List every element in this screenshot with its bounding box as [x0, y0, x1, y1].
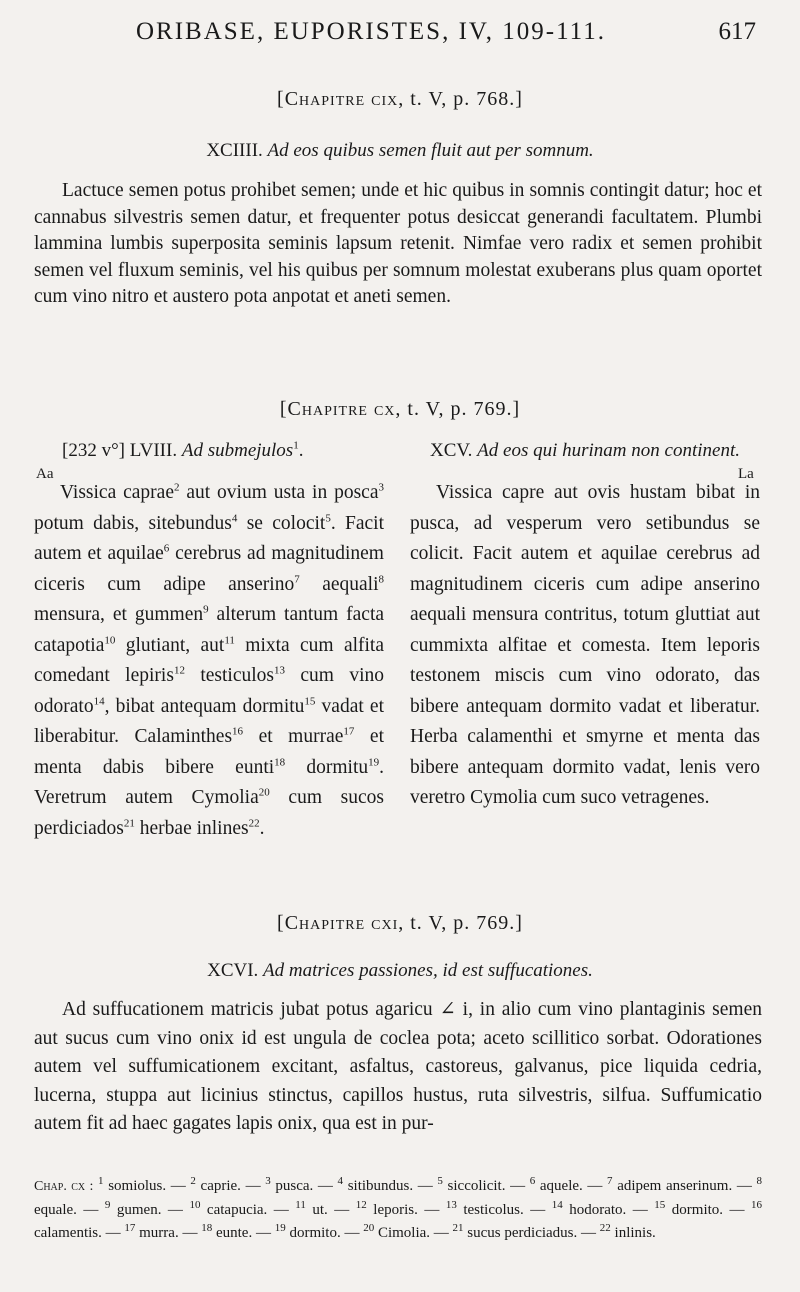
footnote-ref: 9 [104, 1198, 111, 1211]
section-number: XCVI. [207, 960, 259, 981]
page-number: 617 [718, 18, 756, 45]
text-run: mixta cum alfita comedant lepiris [34, 634, 384, 686]
section-title-text: Ad eos qui hurinam non continent. [477, 440, 740, 461]
text-run: . Veretrum autem Cymolia [34, 756, 384, 808]
footnote-ref: 3 [378, 481, 384, 494]
text-run: caprie. — [195, 1178, 266, 1194]
running-head [136, 18, 756, 46]
footnote-ref: 19 [368, 756, 380, 768]
section-title-text: Ad submejulos [181, 440, 294, 461]
text-run: Cimolia. — [374, 1225, 453, 1241]
text-run: ut. — [305, 1201, 356, 1218]
footnote-ref: 2 [190, 1175, 196, 1187]
footnote-ref: 18 [274, 756, 286, 768]
footnote-ref: 20 [363, 1222, 375, 1234]
text-run: dormito. — [665, 1201, 752, 1218]
footnote-ref: 15 [654, 1198, 666, 1211]
footnote-ref: 12 [173, 664, 185, 677]
text-run: aequali [299, 573, 379, 595]
footnote-ref: 13 [445, 1198, 457, 1211]
text-run: equale. — [34, 1201, 105, 1218]
text-run: testiculos [184, 665, 274, 686]
text-run: dormito. — [285, 1225, 364, 1241]
text-run: cerebrus ad magnitudinem ciceris cum adipe anserino [34, 543, 384, 595]
text-run: cum vino odorato [34, 665, 384, 717]
text-run: aut ovium usta in posca [179, 482, 379, 503]
text-run: glutiant, aut [115, 634, 225, 656]
section-number: XCIIII. [206, 140, 263, 161]
folio-marker: [232 v°] [62, 440, 126, 461]
section-title-text: Ad matrices passiones, id est suffucationes. [263, 960, 593, 981]
footnote-ref: 2 [173, 481, 180, 494]
footnote-ref: 17 [124, 1222, 136, 1234]
footnote-ref: 16 [232, 725, 244, 738]
right-column-text: Vissica capre aut ovis hustam bibat in pusca, ad vesperum vero setibundus se colicit. Facit autem et aquilae cerebrus ad magnitudinem ciceris cum adipe anserino aequali mensura contritus, totum gluttiat aut cummixta alfitae et comesta. Item leporis testonem miscis cum vino odorato, das bibere antequam dormito vadat et liberatur. Herba calamenthi et smyrne et menta das bibere antequam dormito vadat, lenis vero veretro Cymolia cum suco vetragenes. [410, 482, 760, 808]
footnote-ref: 18 [201, 1222, 213, 1234]
text-run: , bibat antequam dormitu [104, 695, 305, 717]
footnote-ref: 14 [93, 695, 105, 707]
text-run: pusca. — [270, 1178, 338, 1194]
footnote-ref: 10 [104, 634, 116, 646]
footnote-ref: 7 [607, 1175, 613, 1187]
footnote-ref: 16 [751, 1198, 763, 1211]
text-run: siccolicit. — [442, 1178, 530, 1194]
section-number: XCV. [430, 440, 473, 461]
left-column-title: [232 v°] LVIII. Ad submejulos$^1$. [62, 439, 304, 461]
footnote-ref: 22 [248, 817, 260, 829]
text-run: Vissica caprae [60, 482, 174, 503]
text-run: eunte. — [212, 1225, 275, 1241]
text-run: potum dabis, sitebundus [34, 512, 232, 534]
footnote-ref: 15 [304, 695, 316, 707]
section-number: LVIII. [129, 440, 178, 461]
text-run: vadat et liberabitur. Calaminthes [34, 695, 384, 747]
footnote-ref: 22 [599, 1222, 611, 1234]
text-run: . Facit autem et aquilae [34, 512, 384, 564]
text-run: murra. — [135, 1225, 202, 1241]
footnote-ref: 4 [337, 1175, 344, 1187]
text-run: sucus perdiciadus. — [463, 1225, 600, 1241]
text-run: catapucia. — [200, 1201, 296, 1218]
footnote-ref: 1 [98, 1175, 104, 1187]
text-run: et murrae [243, 726, 344, 747]
text-run: leporis. — [366, 1201, 446, 1218]
footnote-ref: 11 [224, 634, 235, 646]
footnote-ref: 10 [189, 1198, 201, 1211]
text-run: testicolus. — [456, 1201, 552, 1218]
footnote-ref: 6 [163, 542, 170, 555]
text-run: herbae inlines [134, 817, 249, 839]
text-run: et menta dabis bibere eunti [34, 726, 384, 778]
left-column-text [34, 478, 384, 844]
section-title-94 [0, 140, 800, 162]
paragraph-94: Lactuce semen potus prohibet semen; unde et hic quibus in somnis contingit datur; hoc et cannabus silvestris semen datur, et frequenter potus desiccat generandi facultatem. Plumbi lammina lumbis superposita seminis lapsum retenit. Nimfae vero radix et semen prohibit semen vel fluxum seminis, vel his quibus per somnum molestat exuberans plus quam oportet cum vino nitro et austero pota anpotat et aneti semen. [34, 180, 762, 308]
chapter-heading-110: [Chapitre cx, t. V, p. 769.] [279, 398, 521, 420]
footnote-ref: 5 [437, 1175, 443, 1187]
text-run: se colocit [237, 512, 326, 534]
text-run: sitibundus. — [343, 1178, 438, 1194]
text-run: inlinis. [610, 1225, 656, 1241]
left-siglum: Aa [36, 466, 54, 482]
footnote-ref: 6 [529, 1175, 536, 1187]
right-column-title [410, 440, 760, 462]
footnote-ref: 8 [756, 1175, 762, 1187]
text-run: cum sucos perdiciados [34, 787, 384, 839]
chapter-heading-111: [Chapitre cxi, t. V, p. 769.] [277, 912, 523, 934]
text-run: mensura, et gummen [34, 604, 204, 625]
paragraph-96: Ad suffucationem matricis jubat potus agaricu ∠ i, in alio cum vino plantaginis semen aut sucus cum vino onix id est ungula de coclea pota; aceto scillitico sorbat. Odorationes autem vel suffumicationem excitant, asfaltus, castoreus, galvanus, pice liquida cedria, lucerna, stuppa aut licinius stinctus, capillos hustus, ruta silvestris, silfua. Suffumicatio autem fit ad haec gagates lapis onix, qua est in pur- [34, 999, 762, 1134]
text-run: somiolus. — [103, 1178, 191, 1194]
text-run: aquele. — [535, 1178, 608, 1194]
text-run: gumen. — [110, 1201, 190, 1218]
footnote-ref: 5 [325, 512, 331, 524]
section-title-text: Ad eos quibus semen fluit aut per somnum. [267, 140, 594, 161]
text-run: dormitu [285, 756, 369, 778]
text-run: . [259, 817, 265, 839]
footnote-ref: 17 [343, 725, 355, 738]
text-run: alterum tantum facta catapotia [34, 604, 385, 656]
footnote-ref: 20 [258, 786, 270, 799]
footnote-ref: 21 [123, 817, 135, 829]
footnote-ref: 7 [294, 573, 300, 585]
footnote-ref: 13 [273, 664, 285, 677]
footnote-label: Chap. cx : [34, 1179, 94, 1194]
footnote-ref: 4 [231, 512, 238, 524]
chapter-heading-109: [Chapitre cix, t. V, p. 768.] [277, 88, 523, 110]
footnote-ref: 9 [203, 603, 209, 616]
footnote-ref: 3 [265, 1175, 271, 1187]
section-title-96 [0, 960, 800, 982]
footnote-ref: 12 [355, 1198, 367, 1211]
footnote-ref: 1 [293, 439, 299, 452]
text-run: hodorato. — [562, 1201, 655, 1218]
footnote-ref: 8 [378, 573, 384, 585]
text-run: adipem anserinum. — [612, 1178, 757, 1194]
footnotes [34, 1175, 762, 1246]
footnote-ref: 19 [274, 1222, 286, 1234]
text-run: calamentis. — [34, 1225, 125, 1241]
footnote-ref: 14 [551, 1198, 563, 1211]
running-title: ORIBASE, EUPORISTES, IV, 109-111. [136, 18, 606, 45]
right-siglum: La [738, 466, 754, 482]
footnote-ref: 11 [295, 1198, 306, 1211]
footnote-ref: 21 [452, 1222, 464, 1234]
